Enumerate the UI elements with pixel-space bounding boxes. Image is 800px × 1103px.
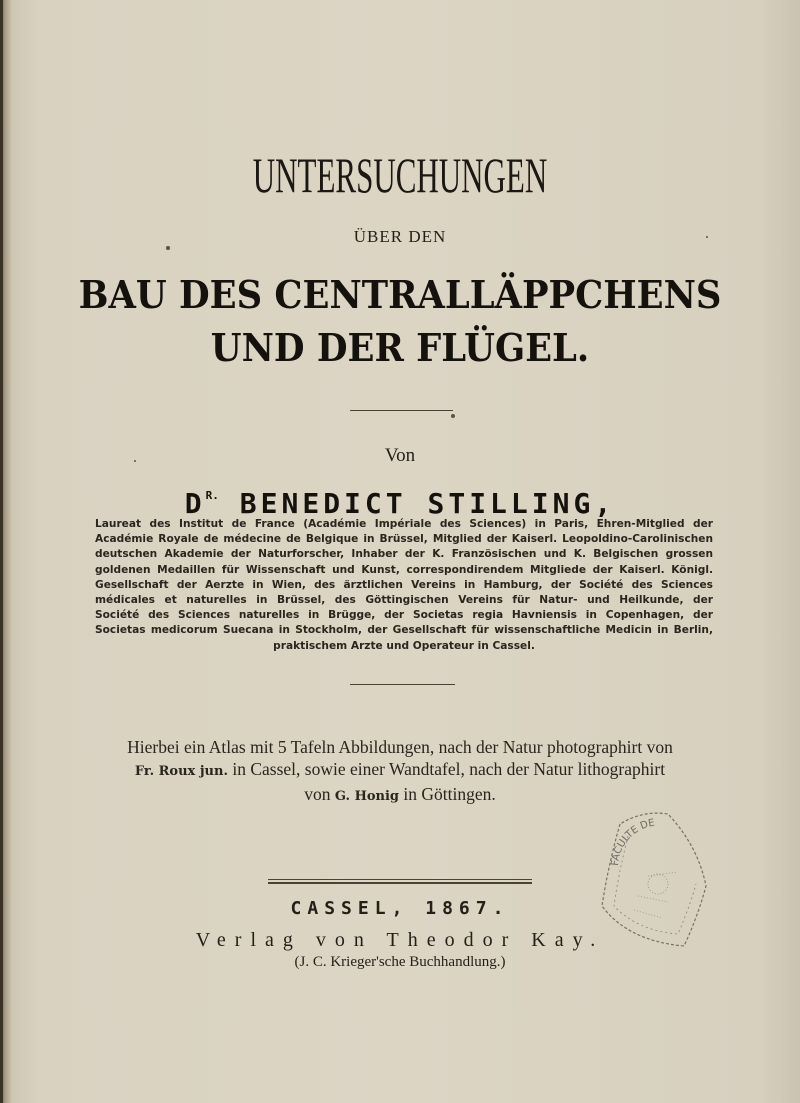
ink-dot bbox=[706, 236, 708, 238]
credentials-line: goldenen Medaillen für Wissenschaft und Kunst, correspondirendem Mitgliede der Kaiserl. Königl. bbox=[95, 563, 713, 576]
title-line-3: BAU DES CENTRALLÄPPCHENS bbox=[78, 272, 722, 317]
author-name bbox=[0, 478, 800, 522]
ink-dot bbox=[166, 246, 170, 250]
credentials-line: Laureat des Institut de France (Académie Impériale des Sciences) in Paris, Ehren-Mitglied der bbox=[95, 518, 713, 530]
double-rule-top bbox=[268, 879, 532, 880]
credentials-line: Société des Sciences naturelles in Brügge, der Societas regia Havniensis in Copenhagen, der bbox=[95, 609, 713, 622]
title-line-2: ÜBER DEN bbox=[353, 227, 447, 246]
atlas-line-1: Hierbei ein Atlas mit 5 Tafeln Abbildungen, nach der Natur photographirt von bbox=[127, 737, 673, 757]
atlas-line-3 bbox=[100, 783, 700, 808]
divider-rule-1 bbox=[350, 410, 453, 411]
photographer-name: Fr. Roux jun. bbox=[134, 764, 228, 779]
atlas-line-2-text: in Cassel, sowie einer Wandtafel, nach der Natur lithographirt bbox=[227, 759, 666, 779]
author-prefix-sup: R. bbox=[205, 489, 219, 502]
atlas-line-3-pre: von bbox=[304, 784, 335, 804]
ink-dot bbox=[134, 460, 136, 462]
library-stamp-icon bbox=[598, 806, 708, 952]
credentials-line: praktischem Arzte und Operateur in Cassel. bbox=[273, 639, 535, 652]
place-and-year: CASSEL, 1867. bbox=[290, 898, 510, 919]
by-label: Von bbox=[384, 445, 416, 466]
author-credentials bbox=[95, 517, 713, 654]
credentials-line: Gesellschaft der Aerzte in Wien, des ärztlichen Vereins in Hamburg, der Société des Sciences bbox=[95, 578, 713, 591]
divider-rule-2 bbox=[350, 684, 455, 685]
stamp-text: FACULTE DE bbox=[609, 817, 656, 867]
author-full-name: BENEDICT STILLING, bbox=[239, 487, 616, 520]
lithographer-name: G. Honig bbox=[334, 789, 399, 804]
double-rule-bottom bbox=[268, 882, 532, 884]
credentials-line: médicales et naturelles in Brüssel, des Göttingischen Vereins für Natur- und Heilkunde, der bbox=[95, 594, 713, 607]
credentials-line: Académie Royale de médecine de Belgique in Brüssel, Mitglied der Kaiserl. Leopoldino-Carolinischen bbox=[95, 533, 713, 546]
publisher: Verlag von Theodor Kay. bbox=[195, 929, 605, 951]
bookshop: (J. C. Krieger'sche Buchhandlung.) bbox=[294, 954, 506, 970]
atlas-line-3-text: in Göttingen. bbox=[399, 784, 496, 804]
ink-dot bbox=[451, 414, 455, 418]
author-prefix: D bbox=[184, 487, 206, 520]
title-line-4: UND DER FLÜGEL. bbox=[210, 325, 590, 370]
credentials-line: deutschen Akademie der Naturforscher, Inhaber der K. Französischen und K. Belgischen grossen bbox=[95, 548, 713, 561]
atlas-line-2 bbox=[100, 758, 700, 783]
title-line-1: UNTERSUCHUNGEN bbox=[252, 147, 548, 203]
credentials-line: Societas medicorum Suecana in Stockholm, der Gesellschaft für wissenschaftliche Medicin in Berlin, bbox=[95, 624, 713, 637]
atlas-note bbox=[100, 736, 700, 808]
